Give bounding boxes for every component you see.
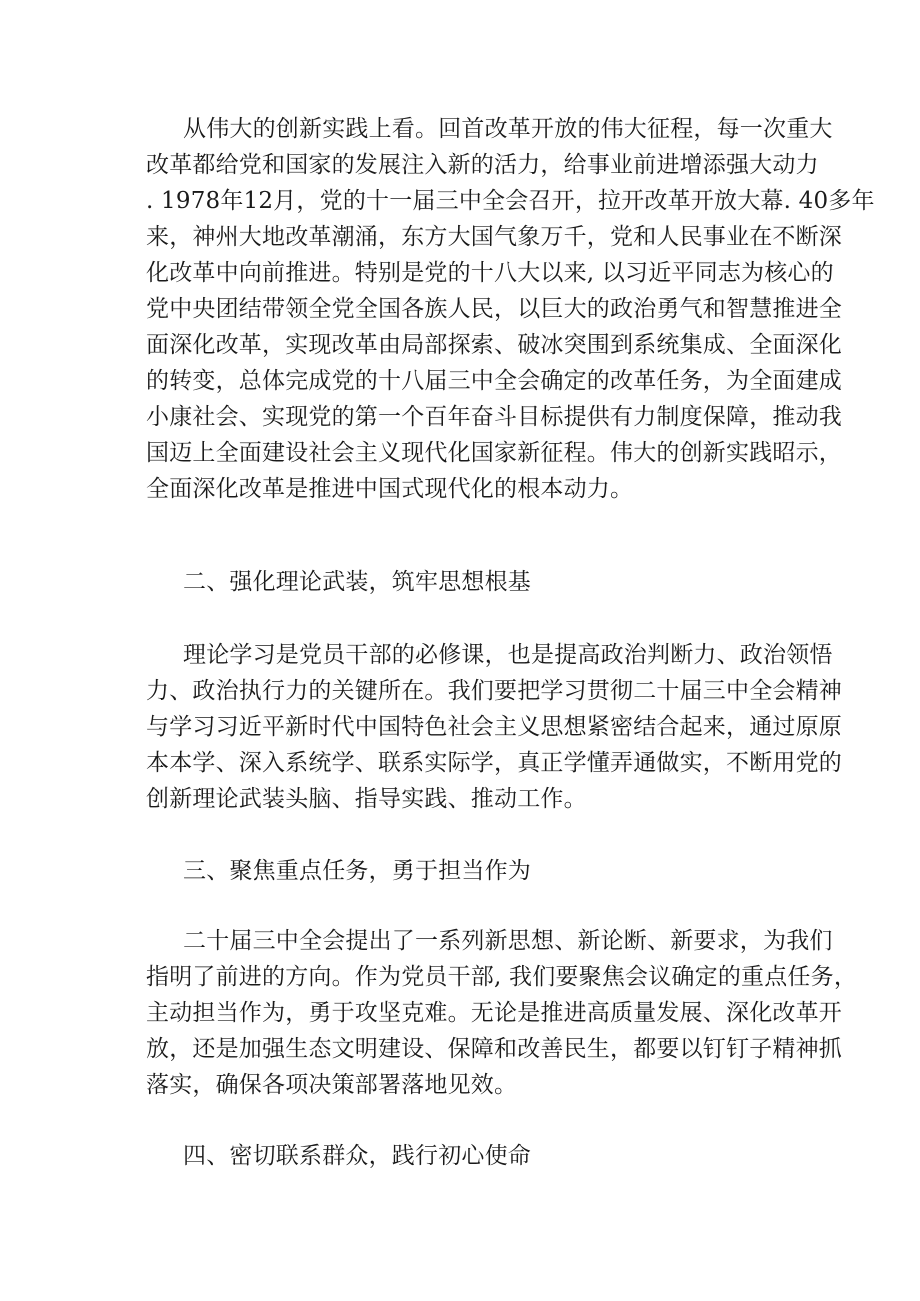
paragraph-1-line-5: 化改革中向前推进。特别是党的十八大以来, 以习近平同志为核心的 bbox=[146, 260, 834, 286]
paragraph-3-line-5: 落实，确保各项决策部署落地见效。 bbox=[146, 1072, 518, 1098]
section-heading-2: 二、强化理论武装，筑牢思想根基 bbox=[183, 569, 531, 595]
paragraph-1-line-3: . 1978年12月，党的十一届三中全会召开，拉开改革开放大幕. 40多年 bbox=[146, 188, 875, 214]
paragraph-1-line-1: 从伟大的创新实践上看。回首改革开放的伟大征程，每一次重大 bbox=[183, 116, 833, 142]
paragraph-1-line-2: 改革都给党和国家的发展注入新的活力，给事业前进增添强大动力 bbox=[146, 152, 819, 178]
paragraph-2-line-5: 创新理论武装头脑、指导实践、推动工作。 bbox=[146, 786, 587, 812]
paragraph-2-line-4: 本本学、深入系统学、联系实际学，真正学懂弄通做实，不断用党的 bbox=[146, 750, 842, 776]
section-heading-4: 四、密切联系群众，践行初心使命 bbox=[183, 1143, 531, 1169]
paragraph-3-line-4: 放，还是加强生态文明建设、保障和改善民生，都要以钉钉子精神抓 bbox=[146, 1036, 842, 1062]
paragraph-2-line-2: 力、政治执行力的关键所在。我们要把学习贯彻二十届三中全会精神 bbox=[146, 678, 842, 704]
paragraph-1-line-11: 全面深化改革是推进中国式现代化的根本动力。 bbox=[146, 476, 634, 502]
paragraph-1-line-9: 小康社会、实现党的第一个百年奋斗目标提供有力制度保障，推动我 bbox=[146, 404, 842, 430]
section-heading-3: 三、聚焦重点任务，勇于担当作为 bbox=[183, 858, 531, 884]
paragraph-3-line-3: 主动担当作为，勇于攻坚克难。无论是推进高质量发展、深化改革开 bbox=[146, 1000, 842, 1026]
paragraph-1-line-8: 的转变，总体完成党的十八届三中全会确定的改革任务，为全面建成 bbox=[146, 368, 842, 394]
paragraph-3-line-1: 二十届三中全会提出了一系列新思想、新论断、新要求，为我们 bbox=[183, 928, 833, 954]
paragraph-1-line-4: 来，神州大地改革潮涌，东方大国气象万千，党和人民事业在不断深 bbox=[146, 224, 842, 250]
paragraph-3-line-2: 指明了前进的方向。作为党员干部, 我们要聚焦会议确定的重点任务， bbox=[146, 964, 858, 990]
paragraph-1-line-10: 国迈上全面建设社会主义现代化国家新征程。伟大的创新实践昭示， bbox=[146, 440, 842, 466]
paragraph-1-line-7: 面深化改革，实现改革由局部探索、破冰突围到系统集成、全面深化 bbox=[146, 332, 842, 358]
paragraph-1-line-6: 党中央团结带领全党全国各族人民，以巨大的政治勇气和智慧推进全 bbox=[146, 296, 842, 322]
paragraph-2-line-3: 与学习习近平新时代中国特色社会主义思想紧密结合起来，通过原原 bbox=[146, 714, 842, 740]
paragraph-2-line-1: 理论学习是党员干部的必修课，也是提高政治判断力、政治领悟 bbox=[183, 642, 833, 668]
